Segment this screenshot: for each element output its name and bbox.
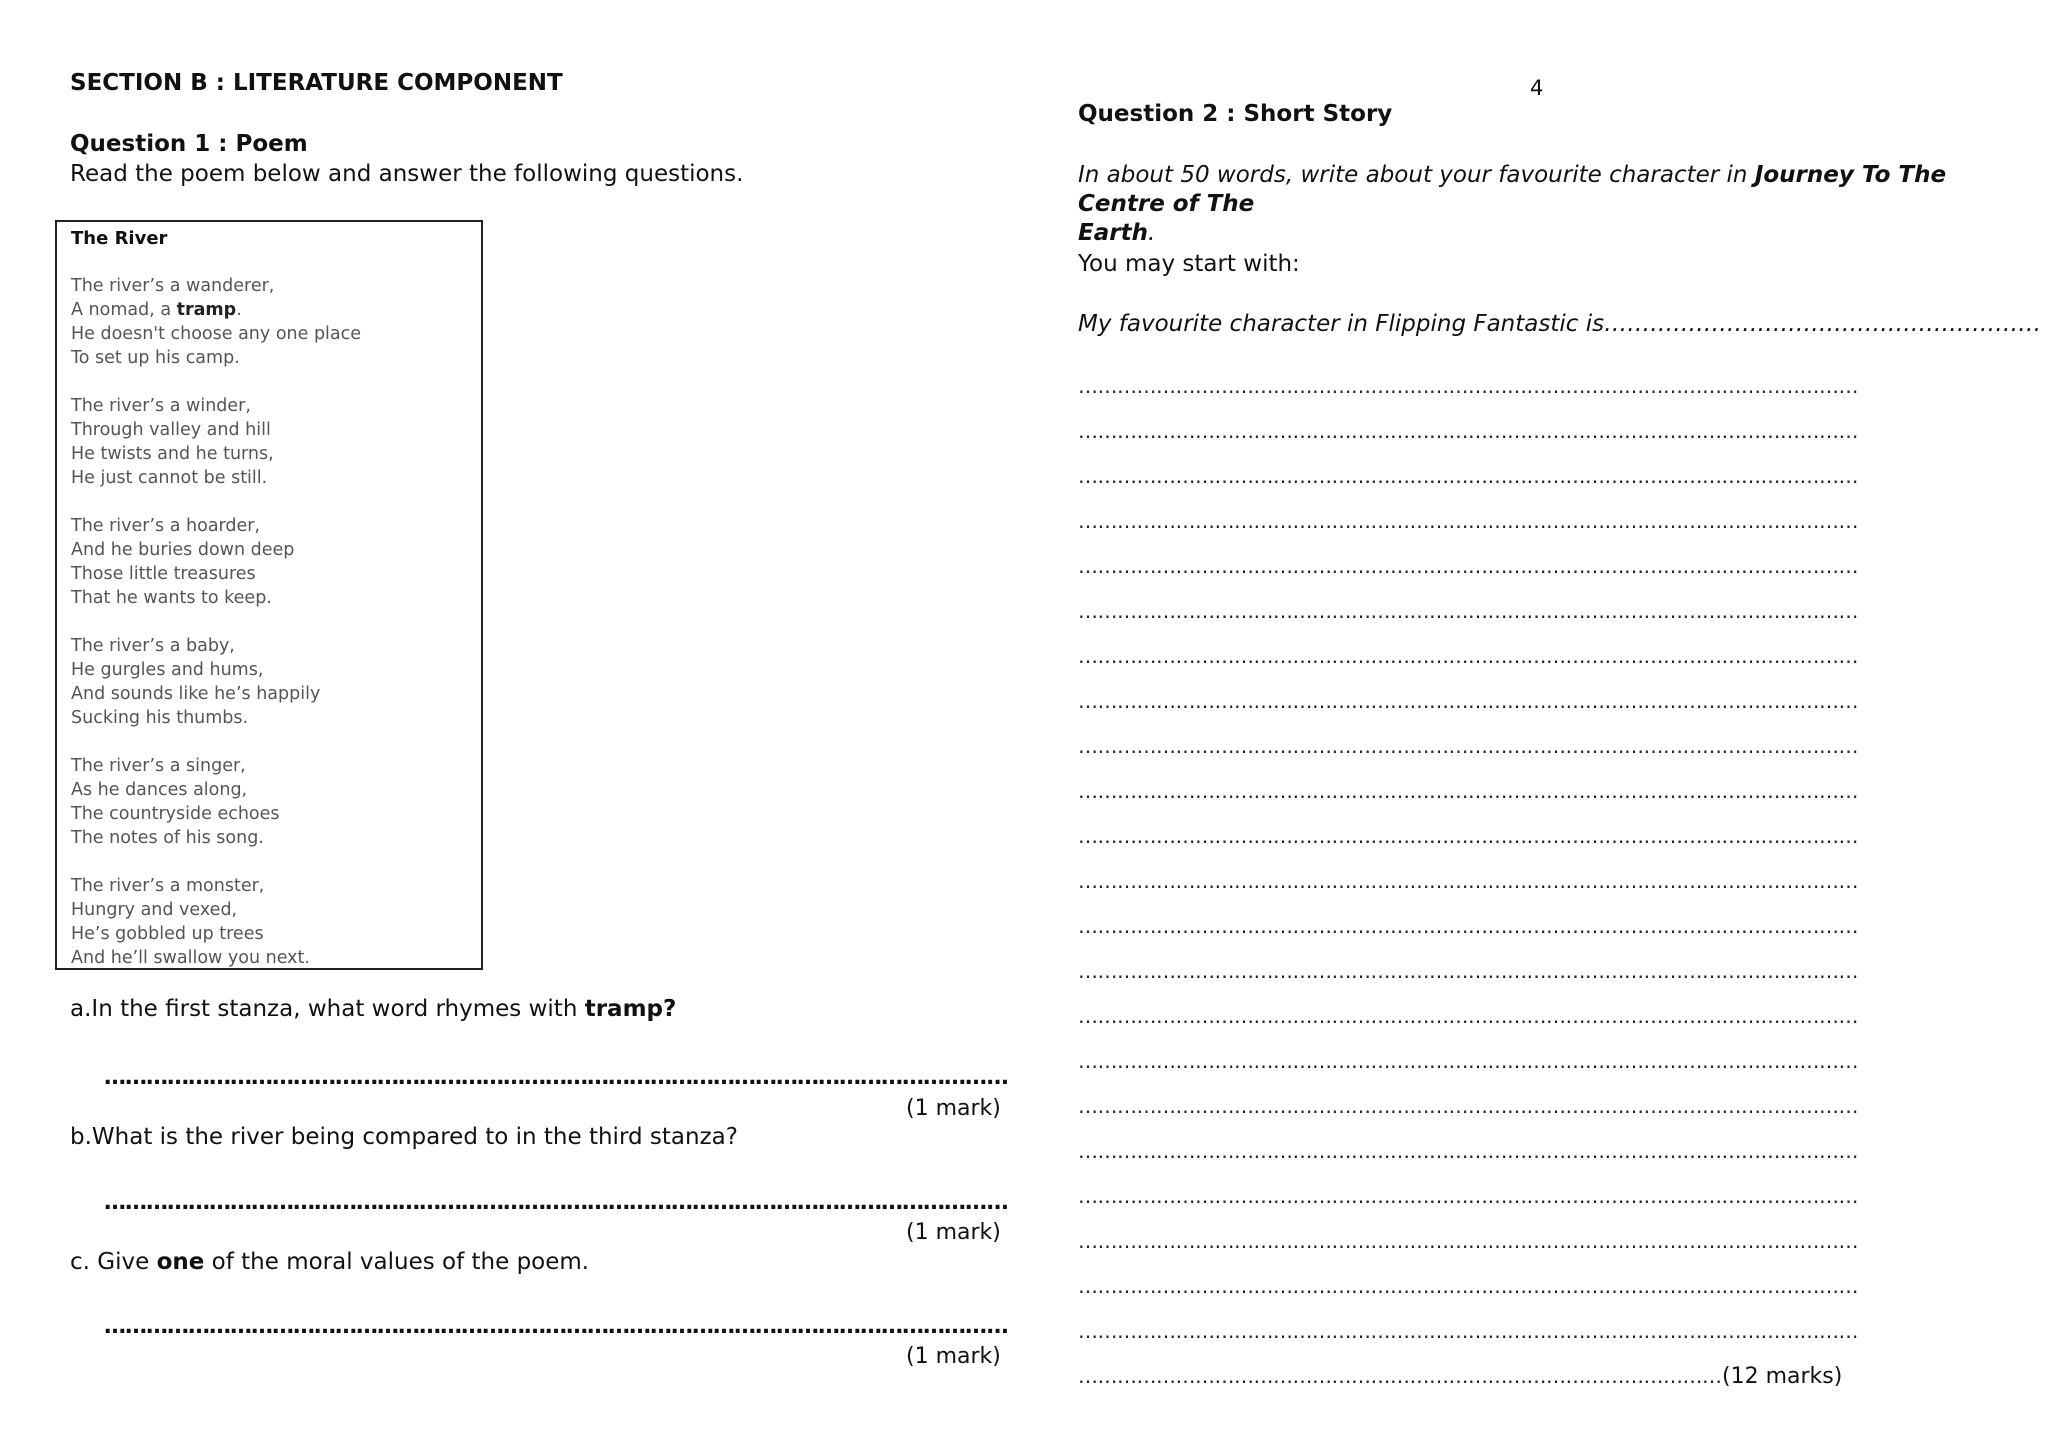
poem-line: Through valley and hill: [71, 420, 271, 440]
poem-line: He gurgles and hums,: [71, 660, 264, 680]
stanza: [71, 514, 361, 610]
poem-line: He just cannot be still.: [71, 468, 268, 488]
mark-c: (1 mark): [906, 1344, 1001, 1369]
writing-line[interactable]: …………………………………………………………………………………………………………: [1078, 1229, 1858, 1253]
stanza: [71, 874, 361, 970]
question-2-prompt: In about 50 words, write about your favourite character in Journey To The Centre of The Earth.: [1078, 162, 1947, 246]
poem-line: Hungry and vexed,: [71, 900, 238, 920]
stanza: [71, 754, 361, 850]
writing-line[interactable]: …………………………………………………………………………………………………………: [1078, 644, 1858, 668]
writing-line[interactable]: …………………………………………………………………………………………………………: [1078, 734, 1858, 758]
poem-line: He doesn't choose any one place: [71, 324, 362, 344]
writing-line[interactable]: …………………………………………………………………………………………………………: [1078, 1049, 1858, 1073]
answer-line-b[interactable]: ………………………………………………………………………………………………………………...: [104, 1190, 1009, 1215]
answer-line-a[interactable]: ………………………………………………………………………………………………………………...: [104, 1065, 1009, 1090]
mark-a: (1 mark): [906, 1096, 1001, 1121]
question-2-title: Question 2 : Short Story: [1078, 101, 1393, 127]
poem-line: As he dances along,: [71, 780, 248, 800]
writing-line[interactable]: …………………………………………………………………………………………………………: [1078, 824, 1858, 848]
starter-sentence[interactable]: My favourite character in Flipping Fantastic is…………………………………………………: [1078, 311, 2042, 337]
poem-line: Sucking his thumbs.: [71, 708, 249, 728]
poem-line: He’s gobbled up trees: [71, 924, 264, 944]
poem-line: The river’s a monster,: [71, 876, 265, 896]
poem-line: He twists and he turns,: [71, 444, 274, 464]
writing-line[interactable]: …………………………………………………………………………………………………………: [1078, 1184, 1858, 1208]
section-title: SECTION B : LITERATURE COMPONENT: [70, 70, 563, 96]
writing-line[interactable]: …………………………………………………………………………………………………………: [1078, 1094, 1858, 1118]
answer-line-c[interactable]: ………………………………………………………………………………………………………………...: [104, 1314, 1009, 1339]
poem-box: [55, 220, 483, 970]
poem-line: The notes of his song.: [71, 828, 264, 848]
stanza: [71, 394, 361, 490]
poem-line: The river’s a singer,: [71, 756, 246, 776]
question-b: b.What is the river being compared to in the third stanza?: [70, 1124, 738, 1150]
question-1-instruction: Read the poem below and answer the following questions.: [70, 161, 744, 187]
poem-line: The river’s a baby,: [71, 636, 235, 656]
poem-line: A nomad, a tramp.: [71, 300, 242, 320]
writing-line[interactable]: …………………………………………………………………………………………………………: [1078, 509, 1858, 533]
mark-b: (1 mark): [906, 1220, 1001, 1245]
writing-line[interactable]: …………………………………………………………………………………………………………: [1078, 1319, 1858, 1343]
poem-line: The countryside echoes: [71, 804, 280, 824]
poem-body: [71, 274, 361, 970]
question-1-title: Question 1 : Poem: [70, 131, 308, 157]
question-c: c. Give one of the moral values of the poem.: [70, 1249, 590, 1275]
start-label: You may start with:: [1078, 251, 1300, 277]
poem-line: And sounds like he’s happily: [71, 684, 321, 704]
poem-line: Those little treasures: [71, 564, 256, 584]
poem-line: And he’ll swallow you next.: [71, 948, 310, 968]
writing-line-last[interactable]: ………………………………………………………………………………………: [1078, 1364, 1722, 1388]
poem-line: To set up his camp.: [71, 348, 240, 368]
writing-line[interactable]: …………………………………………………………………………………………………………: [1078, 1274, 1858, 1298]
stanza: [71, 274, 361, 370]
writing-line[interactable]: …………………………………………………………………………………………………………: [1078, 869, 1858, 893]
marks-label: (12 marks): [1722, 1364, 1843, 1389]
writing-line[interactable]: …………………………………………………………………………………………………………: [1078, 464, 1858, 488]
writing-line[interactable]: …………………………………………………………………………………………………………: [1078, 554, 1858, 578]
writing-line[interactable]: …………………………………………………………………………………………………………: [1078, 1139, 1858, 1163]
question-a: a.In the first stanza, what word rhymes with tramp?: [70, 996, 677, 1022]
writing-line[interactable]: …………………………………………………………………………………………………………: [1078, 914, 1858, 938]
poem-line: The river’s a winder,: [71, 396, 251, 416]
writing-line[interactable]: …………………………………………………………………………………………………………: [1078, 1004, 1858, 1028]
writing-line[interactable]: …………………………………………………………………………………………………………: [1078, 599, 1858, 623]
poem-title: The River: [71, 228, 168, 249]
stanza: [71, 634, 361, 730]
writing-line[interactable]: …………………………………………………………………………………………………………: [1078, 959, 1858, 983]
writing-line[interactable]: …………………………………………………………………………………………………………: [1078, 419, 1858, 443]
writing-line[interactable]: …………………………………………………………………………………………………………: [1078, 689, 1858, 713]
poem-line: The river’s a hoarder,: [71, 516, 261, 536]
writing-line[interactable]: …………………………………………………………………………………………………………: [1078, 779, 1858, 803]
writing-line[interactable]: …………………………………………………………………………………………………………: [1078, 374, 1858, 398]
poem-line: That he wants to keep.: [71, 588, 272, 608]
tramp-word: tramp: [176, 300, 237, 320]
poem-line: The river’s a wanderer,: [71, 276, 275, 296]
poem-line: And he buries down deep: [71, 540, 295, 560]
page-number: 4: [1530, 76, 1544, 100]
